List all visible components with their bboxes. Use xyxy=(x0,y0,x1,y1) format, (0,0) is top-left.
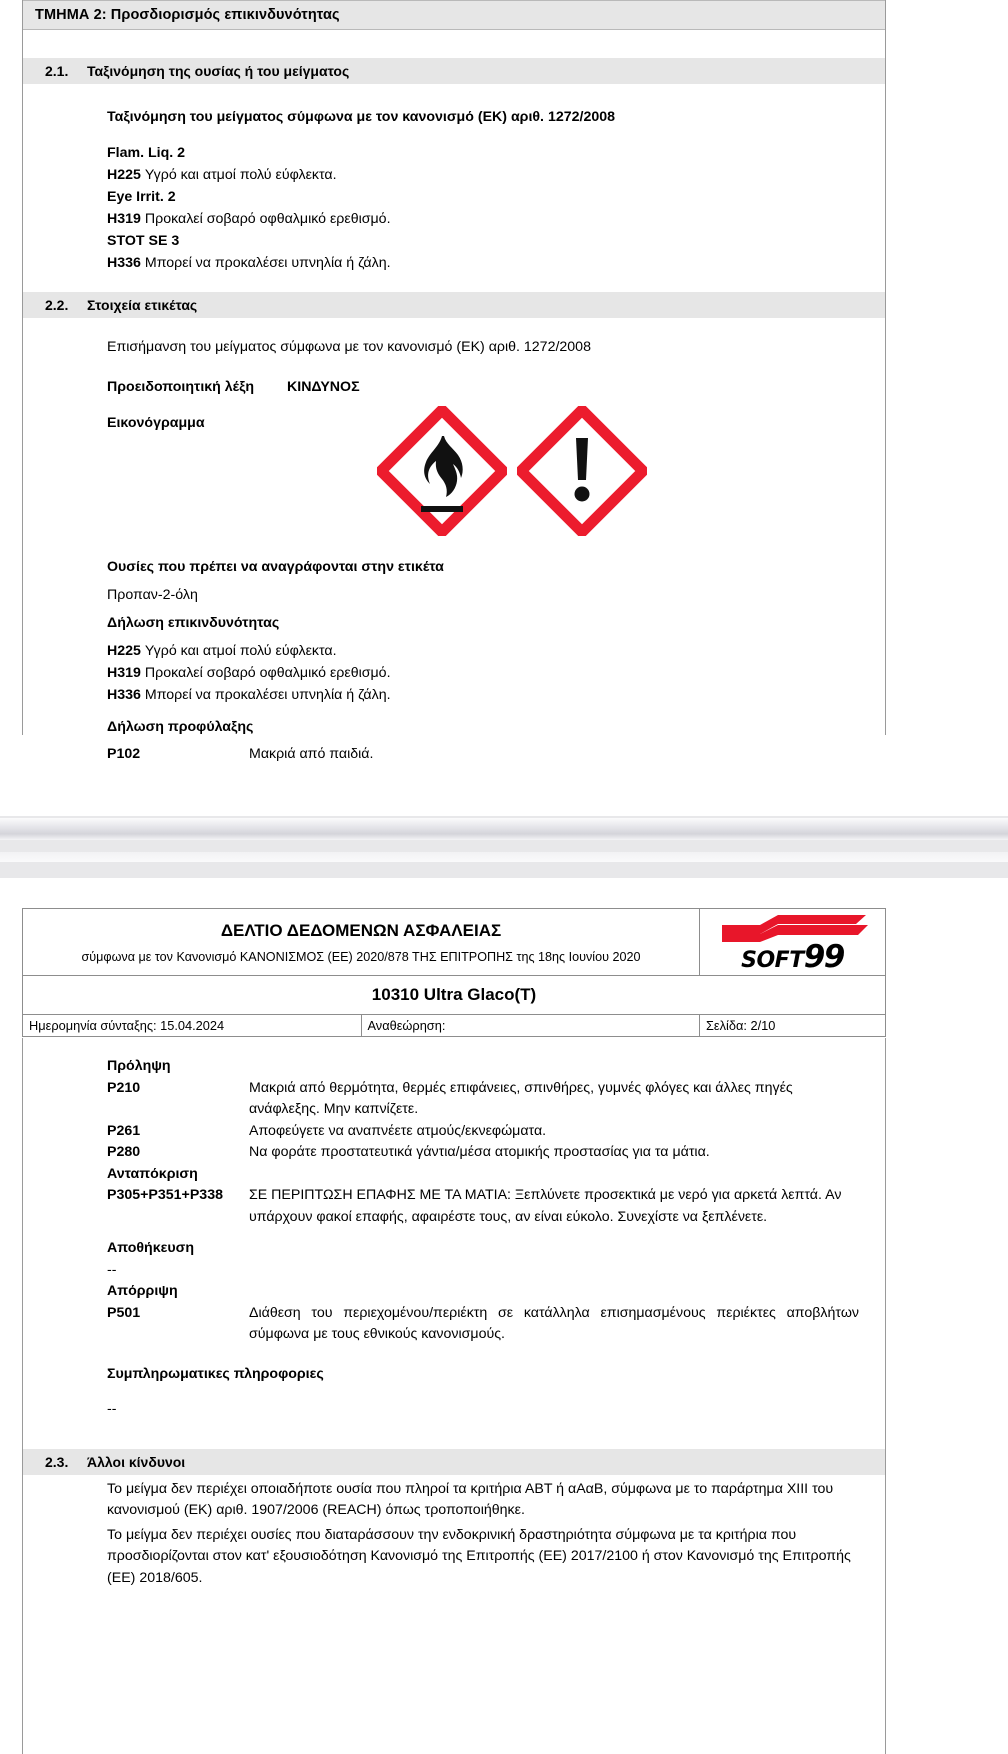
section-2-heading: ΤΜΗΜΑ 2: Προσδιορισμός επικινδυνότητας xyxy=(23,0,885,30)
spacer xyxy=(107,1346,859,1364)
spacer xyxy=(107,358,859,376)
precautionary-code: P501 xyxy=(107,1304,141,1321)
hazard-statement-row xyxy=(107,684,859,706)
hazard-class: Flam. Liq. 2 xyxy=(107,145,186,161)
sds-header-block xyxy=(22,908,886,1037)
hazard-text: Υγρό και ατμοί πολύ εύφλεκτα. xyxy=(144,643,337,659)
precautionary-code: P210 xyxy=(107,1079,141,1096)
hazard-text: Προκαλεί σοβαρό οφθαλμικό ερεθισμό. xyxy=(144,211,391,227)
sds-page-2 xyxy=(0,878,1008,1754)
spacer xyxy=(23,30,885,58)
hazard-text: Μπορεί να προκαλέσει υπνηλία ή ζάλη. xyxy=(144,255,391,271)
spacer xyxy=(107,706,859,716)
page-1-content-frame xyxy=(22,0,886,762)
precautionary-group-title: Αποθήκευση xyxy=(107,1240,194,1256)
section-2-3-body xyxy=(23,1475,885,1590)
page-seam-highlight xyxy=(0,852,1008,862)
precautionary-text: Αποφεύγετε να αναπνέετε ατμούς/εκνεφώματα. xyxy=(249,1122,547,1139)
pictogram-group xyxy=(107,406,647,536)
additional-info-label: Συμπληρωματικες πληροφοριες xyxy=(107,1365,324,1382)
section-2-2-title: Στοιχεία ετικέτας xyxy=(87,297,198,313)
hazard-code: H225 xyxy=(107,643,141,659)
spacer xyxy=(107,1228,859,1238)
hazard-text: Μπορεί να προκαλέσει υπνηλία ή ζάλη. xyxy=(144,687,391,703)
label-subtitle: Επισήμανση του μείγματος σύμφωνα με τον κανονισμό (ΕΚ) αριθ. 1272/2008 xyxy=(107,339,591,355)
spacer xyxy=(23,318,885,336)
product-name: 10310 Ultra Glaco(T) xyxy=(23,976,886,1015)
section-2-1-number: 2.1. xyxy=(45,63,69,79)
precautionary-row xyxy=(107,1078,859,1121)
precautionary-text: Να φοράτε προστατευτικά γάντια/μέσα ατομικής προστασίας για τα μάτια. xyxy=(249,1144,710,1160)
hazard-text: Προκαλεί σοβαρό οφθαλμικό ερεθισμό. xyxy=(144,665,391,681)
sds-header-table xyxy=(22,908,886,1037)
precautionary-text: ΣΕ ΠΕΡΙΠΤΩΣΗ ΕΠΑΦΗΣ ΜΕ ΤΑ ΜΑΤΙΑ: Ξεπλύνετε προσεκτικά με νερό για αρκετά λεπτά. Αν υπάρχουν φακοί επαφής, αφαιρέστε τους, αν είναι εύκολο. Συνεχίστε να ξεπλένετε. xyxy=(249,1187,842,1225)
revision: Αναθεώρηση: xyxy=(361,1015,700,1037)
ghs02-flame-icon xyxy=(377,406,507,536)
spacer xyxy=(23,1038,885,1056)
classification-subtitle: Ταξινόμηση του μείγματος σύμφωνα με τον κανονισμό (ΕΚ) αριθ. 1272/2008 xyxy=(107,109,616,125)
pictogram-label: Εικονόγραμμα xyxy=(107,415,205,431)
hazard-code: H225 xyxy=(107,167,141,183)
section-2-3-title: Άλλοι κίνδυνοι xyxy=(87,1453,186,1470)
header-product-row xyxy=(23,976,886,1015)
spacer xyxy=(23,1421,885,1449)
precautionary-text: Διάθεση του περιεχομένου/περιέκτη σε κατάλληλα επισημασμένους περιέκτες αποβλήτων σύμφωνα με τους εθνικούς κανονισμούς. xyxy=(249,1304,859,1342)
hazard-class: STOT SE 3 xyxy=(107,233,180,249)
precautionary-row xyxy=(107,1142,859,1164)
signal-word-label: Προειδοποιητική λέξη xyxy=(107,379,255,395)
precautionary-code: P305+P351+P338 xyxy=(107,1187,223,1203)
header-meta-row xyxy=(23,1015,886,1037)
hazard-code: H336 xyxy=(107,255,141,271)
section-2-2-heading xyxy=(23,292,885,318)
precautionary-label: Δήλωση προφύλαξης xyxy=(107,719,254,735)
storage-value: -- xyxy=(107,1261,117,1278)
page-2-content-frame xyxy=(22,1038,886,1754)
logo-cell xyxy=(700,909,886,976)
spacer xyxy=(107,1385,859,1399)
header-title-row xyxy=(23,909,886,946)
precautionary-group-title: Απόρριψη xyxy=(107,1283,178,1299)
section-2-3-number: 2.3. xyxy=(45,1453,69,1470)
additional-info-value: -- xyxy=(107,1401,117,1417)
page-seam-shadow xyxy=(0,818,1008,840)
spacer xyxy=(23,274,885,292)
sds-title: ΔΕΛΤΙΟ ΔΕΔΟΜΕΝΩΝ ΑΣΦΑΛΕΙΑΣ xyxy=(23,909,700,946)
sds-regulation-subtitle: σύμφωνα με τον Κανονισμό ΚΑΝΟΝΙΣΜΟΣ (ΕΕ) 2020/878 ΤΗΣ ΕΠΙΤΡΟΠΗΣ της 18ης Ιουνίου 2020 xyxy=(23,946,700,976)
precautionary-code: P280 xyxy=(107,1144,141,1160)
hazard-statements-label: Δήλωση επικινδυνότητας xyxy=(107,615,280,631)
spacer xyxy=(107,546,859,556)
logo-word-soft: SOFT xyxy=(741,948,804,973)
soft99-logo xyxy=(710,911,876,973)
other-hazards-paragraph: Το μείγμα δεν περιέχει οποιαδήποτε ουσία που πληροί τα κριτήρια ΑΒΤ ή αΑαΒ, σύμφωνα με το παράρτημα XIII του κανονισμού (ΕΚ) αριθ. 1907/2006 (REACH) όπως τροποποιήθηκε. xyxy=(107,1480,834,1518)
hazard-statement-row xyxy=(107,252,859,274)
hazard-statement-row xyxy=(107,662,859,684)
ghs07-exclamation-icon xyxy=(517,406,647,536)
signal-word-row xyxy=(107,376,859,398)
section-2-1-heading xyxy=(23,58,885,84)
precautionary-row xyxy=(107,1121,859,1143)
precautionary-text: Μακριά από θερμότητα, θερμές επιφάνειες, σπινθήρες, γυμνές φλόγες και άλλες πηγές ανάφλεξης. Μην καπνίζετε. xyxy=(249,1079,793,1117)
section-2-2-number: 2.2. xyxy=(45,297,69,313)
precautionary-row xyxy=(107,744,859,766)
hazard-code: H319 xyxy=(107,211,141,227)
hazard-code: H319 xyxy=(107,665,141,681)
logo-word-99: 99 xyxy=(803,939,844,975)
section-2-3-heading xyxy=(23,1449,885,1475)
label-substances-label: Ουσίες που πρέπει να αναγράφονται στην ετικέτα xyxy=(107,559,444,575)
other-hazards-paragraph: Το μείγμα δεν περιέχει ουσίες που διαταράσσουν την ενδοκρινική δραστηριότητα σύμφωνα με τα κριτήρια που προσδιορίζονται στον κατ' εξουσιοδότηση Κανονισμό της Επιτροπής (ΕΕ) 2017/2100 ή στον Κανονισμό της Επιτροπής (ΕΕ) 2018/605. xyxy=(107,1526,851,1586)
precautionary-row xyxy=(107,1185,859,1228)
hazard-statement-row xyxy=(107,164,859,186)
hazard-statement-row xyxy=(107,640,859,662)
hazard-statement-row xyxy=(107,208,859,230)
precautionary-code: P261 xyxy=(107,1122,141,1139)
precautionary-groups xyxy=(23,1056,885,1421)
hazard-text: Υγρό και ατμοί πολύ εύφλεκτα. xyxy=(144,167,337,183)
hazard-code: H336 xyxy=(107,687,141,703)
label-substances-value: Προπαν-2-όλη xyxy=(107,587,198,603)
page-number: Σελίδα: 2/10 xyxy=(700,1015,886,1037)
precautionary-code: P102 xyxy=(107,746,141,762)
section-2-1-title: Ταξινόμηση της ουσίας ή του μείγματος xyxy=(87,63,350,79)
sds-page-1 xyxy=(0,0,1008,816)
section-2-2-body xyxy=(23,336,885,766)
precautionary-group-title: Ανταπόκριση xyxy=(107,1165,198,1182)
precautionary-row xyxy=(107,1303,859,1346)
spacer xyxy=(23,84,885,106)
signal-word-value: ΚΙΝΔΥΝΟΣ xyxy=(287,379,360,395)
section-2-1-body xyxy=(23,106,885,274)
hazard-class: Eye Irrit. 2 xyxy=(107,189,176,205)
spacer xyxy=(107,128,859,142)
precautionary-text: Μακριά από παιδιά. xyxy=(249,746,374,762)
compilation-date: Ημερομηνία σύνταξης: 15.04.2024 xyxy=(23,1015,362,1037)
soft99-logo-text xyxy=(710,939,876,975)
pictogram-row xyxy=(107,412,859,546)
precautionary-group-title: Πρόληψη xyxy=(107,1058,171,1074)
